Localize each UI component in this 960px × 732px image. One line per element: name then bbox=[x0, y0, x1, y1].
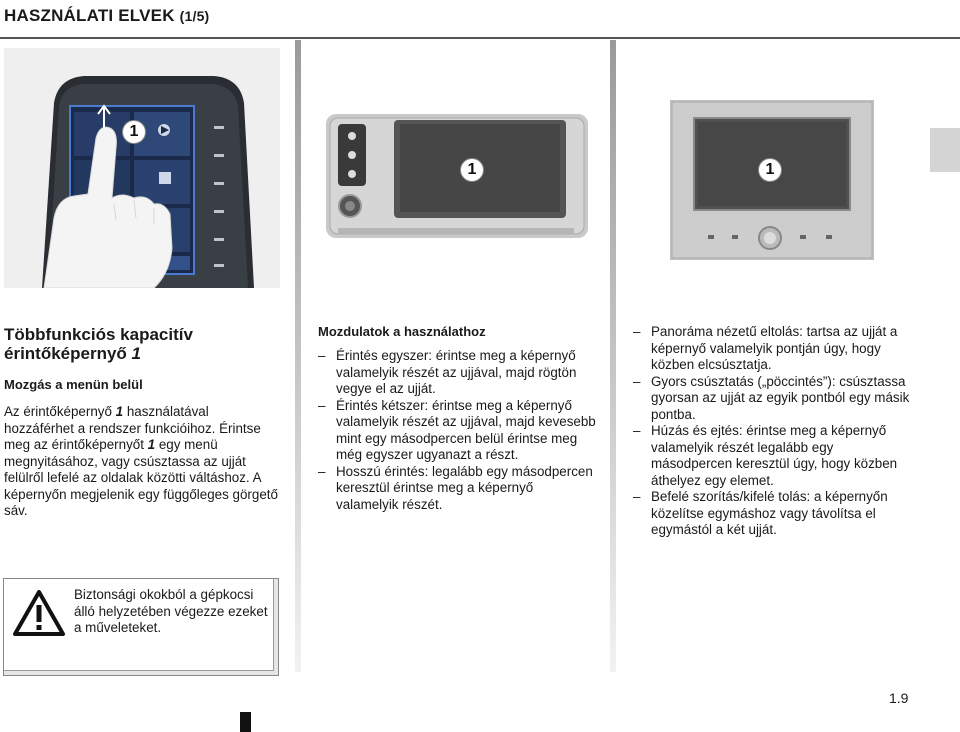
figure-console-screen bbox=[318, 100, 594, 250]
list-item: – Érintés egyszer: érintse meg a képernyő valamelyik részét az ujjával, majd rögtön vegye el az ujját. bbox=[318, 348, 596, 398]
warning-triangle-icon bbox=[12, 589, 66, 637]
safety-warning-panel bbox=[4, 579, 274, 671]
list-item: – Érintés kétszer: érintse meg a képernyő valamelyik részét az ujjával, majd kevesebb mint egy másodpercen belül érintse meg még egyszer ugyanazt a részt. bbox=[318, 398, 596, 464]
console-screen-illustration bbox=[318, 100, 594, 250]
print-mark bbox=[240, 712, 251, 732]
list-item: – Panoráma nézetű eltolás: tartsa az ujját a képernyő valamelyik pontján úgy, hogy közben elcsúsztatja. bbox=[633, 324, 911, 374]
callout-console: 1 bbox=[460, 158, 484, 182]
callout-framed-screen: 1 bbox=[758, 158, 782, 182]
list-item: – Húzás és ejtés: érintse meg a képernyő valamelyik részét legalább egy másodpercen keresztül úgy, hogy közben áthelyez egy elemet. bbox=[633, 423, 911, 489]
figure-vertical-touchscreen bbox=[4, 48, 280, 288]
column-divider-right bbox=[610, 40, 616, 672]
list-item: – Befelé szorítás/kifelé tolás: a képernyőn közelítse egymáshoz vagy távolítsa el egymástól a két ujját. bbox=[633, 489, 911, 539]
intro-text-part: Az érintőképernyő bbox=[4, 404, 116, 419]
intro-ref-number: 1 bbox=[115, 404, 124, 419]
intro-ref-number: 1 bbox=[147, 437, 156, 452]
callout-touchscreen: 1 bbox=[122, 120, 146, 144]
page-title-text: HASZNÁLATI ELVEK bbox=[4, 6, 175, 25]
safety-warning-box bbox=[3, 578, 279, 676]
page-title bbox=[4, 6, 209, 26]
subheading: Mozgás a menün belül bbox=[4, 377, 143, 392]
page-number: 1.9 bbox=[889, 690, 909, 706]
column-divider-left bbox=[295, 40, 301, 672]
side-tab bbox=[930, 128, 960, 172]
section-heading bbox=[4, 325, 284, 363]
intro-paragraph bbox=[4, 404, 282, 520]
list-item: – Hosszú érintés: legalább egy másodpercen keresztül érintse meg a képernyő valamelyik részét. bbox=[318, 464, 596, 514]
gestures-heading: Mozdulatok a használathoz bbox=[318, 324, 486, 339]
page-title-part: (1/5) bbox=[179, 8, 210, 24]
list-item: – Gyors csúsztatás („pöccintés”): csúsztassa gyorsan az ujját az egyik pontból egy másik pontba. bbox=[633, 374, 911, 424]
section-heading-text: Többfunkciós kapacitív érintőképernyő bbox=[4, 325, 193, 363]
intro-text-part: egy menü megnyitásához, vagy csúsztassa az ujját felülről lefelé az oldalak közötti váltáshoz. A képernyőn megjelenik egy függőleges görgető sáv. bbox=[4, 437, 278, 518]
safety-warning-text: Biztonsági okokból a gépkocsi álló helyzetében végezze ezeket a műveleteket. bbox=[74, 587, 268, 635]
title-rule bbox=[0, 37, 960, 39]
gesture-list-continued bbox=[633, 324, 911, 539]
figure-framed-screen bbox=[670, 100, 874, 260]
vertical-touchscreen-illustration bbox=[4, 48, 280, 288]
gesture-list bbox=[318, 348, 596, 513]
section-heading-number: 1 bbox=[131, 344, 142, 363]
intro-text-part: használatával hozzáférhet a rendszer funkcióihoz. Érintse meg az érintőképernyőt bbox=[4, 404, 261, 452]
